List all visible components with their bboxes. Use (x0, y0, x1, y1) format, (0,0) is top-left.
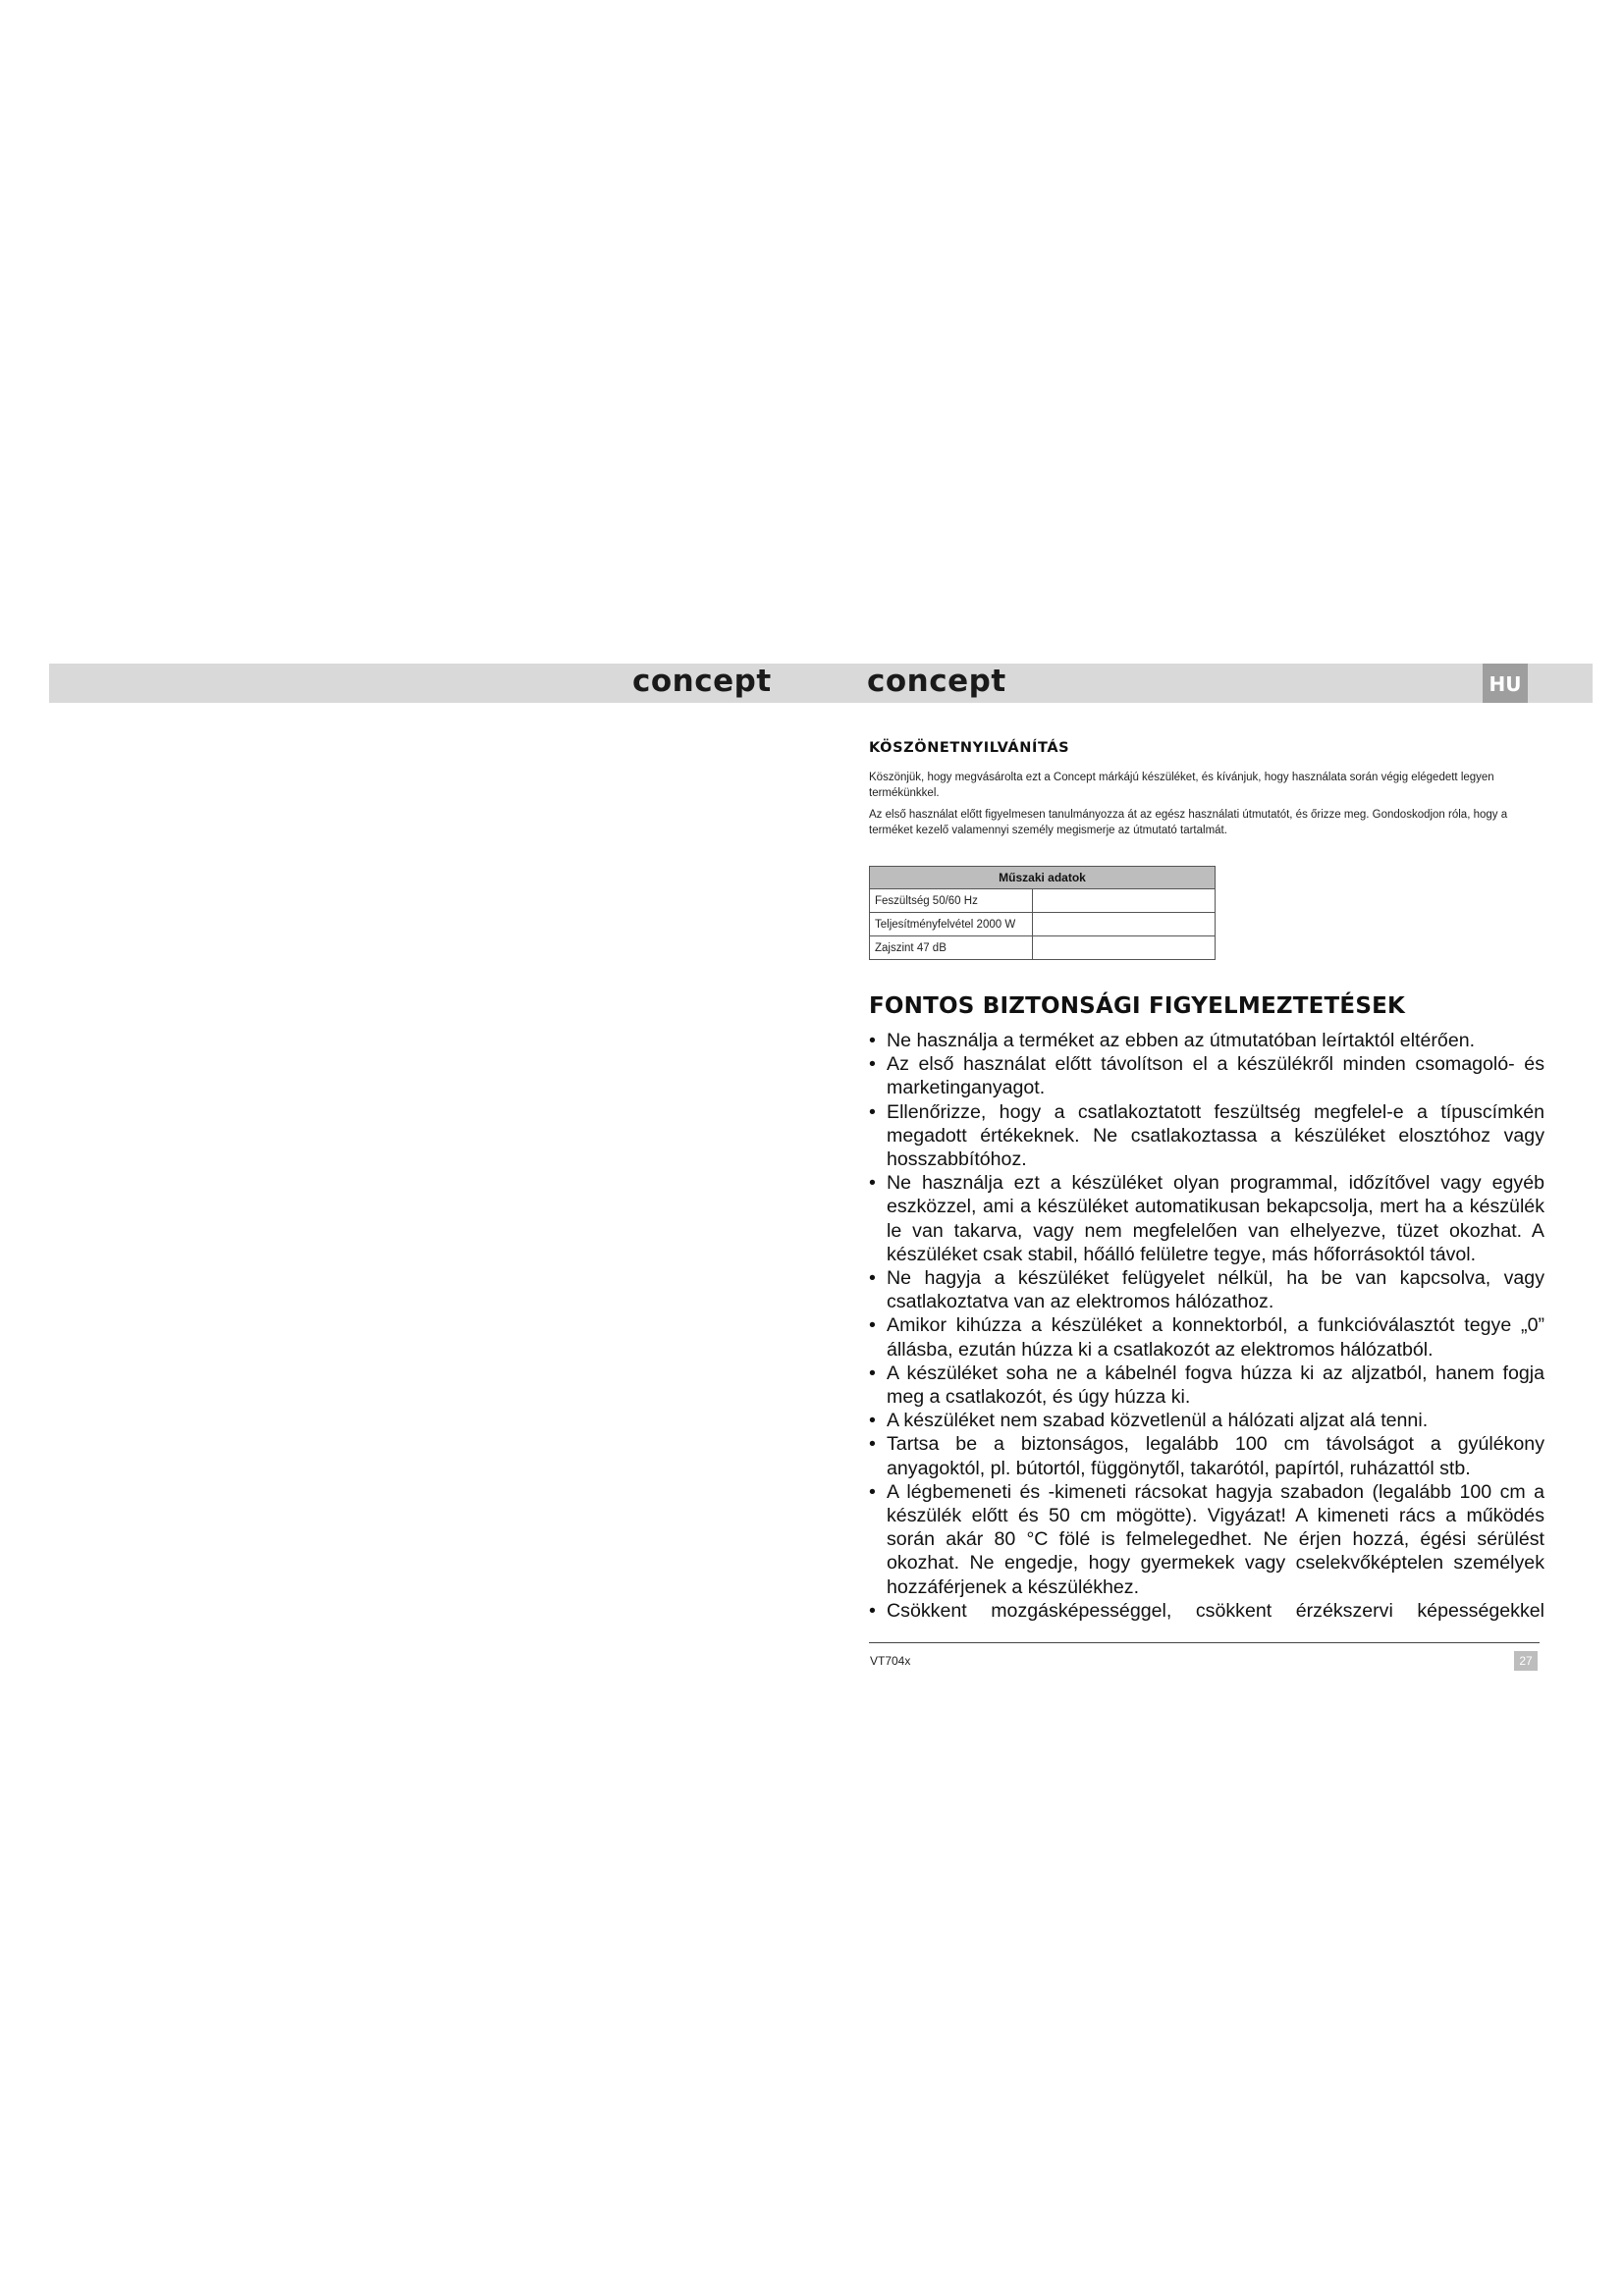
header-band (49, 664, 1593, 703)
warning-item: • Ne használja a terméket az ebben az útmutatóban leírtaktól eltérően. (869, 1029, 1544, 1052)
spec-table-title: Műszaki adatok (870, 867, 1216, 889)
spec-label: Zajszint 47 dB (870, 936, 1033, 960)
warning-item: • Ne használja ezt a készüléket olyan programmal, időzítővel vagy egyéb eszközzel, ami a készüléket automatikusan bekapcsolja, mert ha a készülék le van takarva, vagy nem megfelelően van elhelyezve, tüzet okozhat. A készüléket csak stabil, hőálló felületre tegye, más hőforrásoktól távol. (869, 1171, 1544, 1266)
spec-value (1033, 889, 1216, 913)
thanks-paragraph: Az első használat előtt figyelmesen tanulmányozza át az egész használati útmutatót, és őrizze meg. Gondoskodjon róla, hogy a terméket kezelő valamennyi személy megismerje az útmutató tartalmát. (869, 809, 1508, 836)
spec-row (870, 889, 1216, 913)
warning-item: • A légbemeneti és -kimeneti rácsokat hagyja szabadon (legalább 100 cm a készülék előtt és 50 cm mögötte). Vigyázat! A kimeneti rács a működés során akár 80 °C fölé is felmelegedhet. Ne érjen hozzá, égési sérülést okozhat. Ne engedje, hogy gyermekek vagy cselekvőképtelen személyek hozzáférjenek a készülékhez. (869, 1480, 1544, 1599)
warning-item: • Tartsa be a biztonságos, legalább 100 cm távolságot a gyúlékony anyagoktól, pl. bútortól, függönytől, takarótól, papírtól, ruházattól stb. (869, 1432, 1544, 1479)
brand-logo-left: concept (632, 664, 772, 699)
spec-value (1033, 913, 1216, 936)
thanks-title: KÖSZÖNETNYILVÁNÍTÁS (869, 740, 1070, 756)
spec-value (1033, 936, 1216, 960)
spec-row (870, 913, 1216, 936)
safety-warnings-title: FONTOS BIZTONSÁGI FIGYELMEZTETÉSEK (869, 993, 1406, 1019)
spec-label: Teljesítményfelvétel 2000 W (870, 913, 1033, 936)
language-badge: HU (1483, 664, 1528, 703)
safety-warnings-list (869, 1029, 1544, 1623)
page-content (869, 734, 1544, 1623)
warning-item: • Ellenőrizze, hogy a csatlakoztatott feszültség megfelel-e a típuscímkén megadott értékeknek. Ne csatlakoztassa a készüléket elosztóhoz vagy hosszabbítóhoz. (869, 1100, 1544, 1172)
spec-label: Feszültség 50/60 Hz (870, 889, 1033, 913)
model-label: VT704x (870, 1654, 911, 1668)
page-number: 27 (1514, 1651, 1538, 1671)
warning-item: • A készüléket soha ne a kábelnél fogva húzza ki az aljzatból, hanem fogja meg a csatlakozót, és úgy húzza ki. (869, 1362, 1544, 1409)
brand-logo-right: concept (867, 664, 1006, 699)
warning-item: • Amikor kihúzza a készüléket a konnektorból, a funkcióválasztót tegye „0” állásba, ezután húzza ki a csatlakozót az elektromos hálózatból. (869, 1313, 1544, 1361)
warning-item: • Az első használat előtt távolítson el a készülékről minden csomagoló- és marketinganyagot. (869, 1052, 1544, 1099)
warning-item: • A készüléket nem szabad közvetlenül a hálózati aljzat alá tenni. (869, 1409, 1544, 1432)
thanks-paragraph: Köszönjük, hogy megvásárolta ezt a Concept márkájú készüléket, és kívánjuk, hogy használata során végig elégedett legyen termékünkkel. (869, 772, 1494, 799)
footer-divider (869, 1642, 1540, 1643)
spec-table (869, 866, 1216, 960)
warning-item: • Ne hagyja a készüléket felügyelet nélkül, ha be van kapcsolva, vagy csatlakoztatva van az elektromos hálózathoz. (869, 1266, 1544, 1313)
warning-item: • Csökkent mozgásképességgel, csökkent érzékszervi képességekkel (869, 1599, 1544, 1623)
spec-row (870, 936, 1216, 960)
